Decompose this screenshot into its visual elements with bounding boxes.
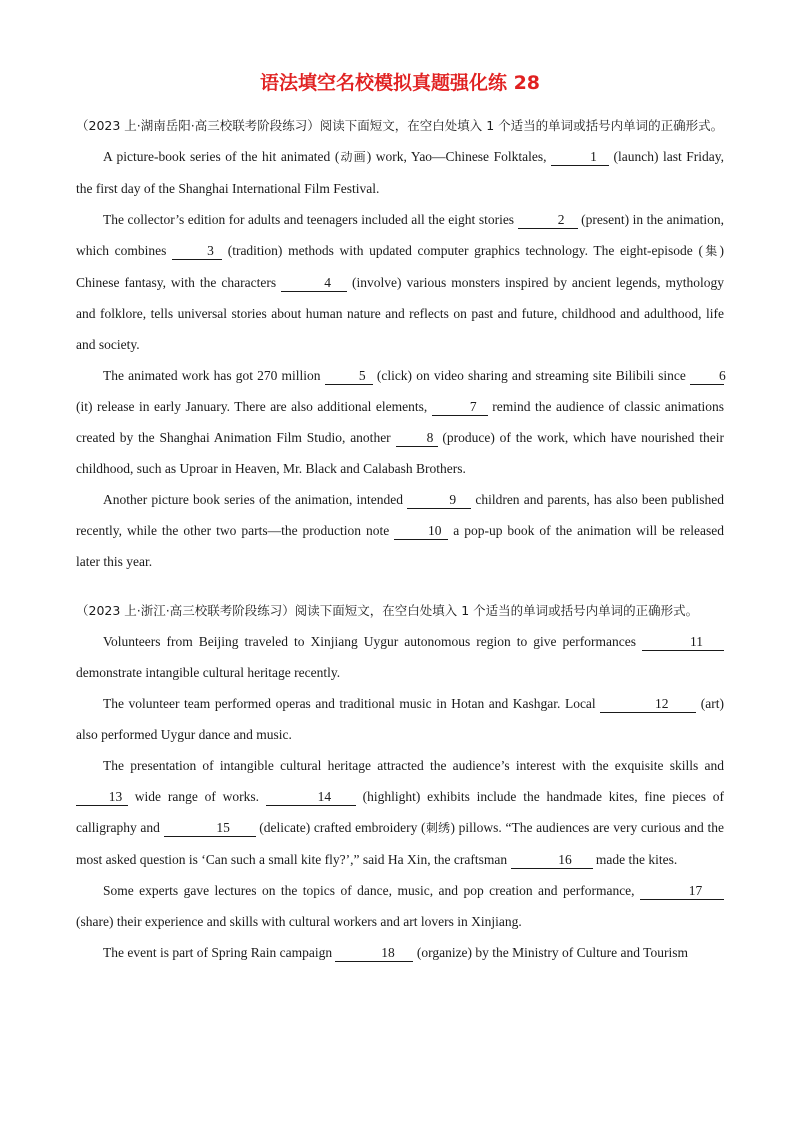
text: ) work, Yao—Chinese Folktales,: [366, 149, 551, 164]
text: (launch) last Friday, the first day of the Shanghai International Film Festival.: [76, 149, 724, 196]
section-gap: [76, 577, 724, 595]
text: a pop-up book of the animation will be released later this year.: [76, 523, 724, 569]
s2-paragraph-2: [76, 688, 724, 750]
text: (delicate) crafted embroidery (: [255, 820, 426, 835]
text: (tradition) methods with updated computer graphics technology. The eight-episode (: [222, 243, 703, 258]
text: made the kites.: [592, 852, 678, 867]
blank-14[interactable]: 14: [266, 788, 356, 806]
blank-17[interactable]: 17: [640, 882, 724, 900]
text: (produce) of the work, which have nourished their childhood, such as Uproar in Heaven, Mr. Black and Calabash Brothers.: [76, 430, 724, 476]
text: The presentation of intangible cultural heritage attracted the audience’s interest with the exquisite skills and: [103, 758, 724, 773]
s2-paragraph-1: [76, 626, 724, 688]
text: (present) in the animation, which combines: [76, 212, 724, 258]
blank-2[interactable]: 2: [518, 211, 578, 229]
blank-7[interactable]: 7: [432, 398, 488, 416]
text: wide range of works.: [128, 789, 266, 804]
text: remind the audience of classic animations created by the Shanghai Animation Film Studio, another: [76, 399, 725, 445]
blank-3[interactable]: 3: [172, 242, 222, 260]
cjk-gloss: 刺绣: [425, 821, 451, 835]
blank-9[interactable]: 9: [407, 491, 471, 509]
blank-13[interactable]: 13: [76, 788, 128, 806]
blank-16[interactable]: 16: [511, 851, 593, 869]
s2-paragraph-3: [76, 750, 724, 875]
text: (highlight) exhibits include the handmade kites, fine pieces of calligraphy and: [76, 789, 724, 835]
s1-paragraph-4: [76, 484, 724, 577]
text: (it) release in early January. There are also additional elements,: [76, 399, 432, 414]
blank-5[interactable]: 5: [325, 367, 373, 385]
blank-11[interactable]: 11: [642, 633, 724, 651]
blank-1[interactable]: 1: [551, 148, 609, 166]
text: (organize) by the Ministry of Culture and Tourism: [413, 945, 688, 960]
text: demonstrate intangible cultural heritage recently.: [76, 665, 341, 680]
text: (involve) various monsters inspired by ancient legends, mythology and folklore, tells universal stories about human nature and reflects on past and future, childhood and adulthood, life and society.: [76, 275, 724, 352]
text: The volunteer team performed operas and traditional music in Hotan and Kashgar. Local: [103, 696, 601, 711]
text: (share) their experience and skills with cultural workers and art lovers in Xinjiang.: [76, 914, 522, 929]
s1-paragraph-2: [76, 204, 724, 360]
text: Volunteers from Beijing traveled to Xinjiang Uygur autonomous region to give performances: [103, 634, 642, 649]
document-body: [76, 110, 724, 968]
section1-source: （2023 上·湖南岳阳·高三校联考阶段练习）阅读下面短文，在空白处填入 1 个适当的单词或括号内单词的正确形式。: [76, 118, 724, 133]
s1-paragraph-1: [76, 141, 724, 204]
blank-4[interactable]: 4: [281, 274, 347, 292]
text: ) Chinese fantasy, with the characters: [76, 243, 724, 290]
text: The collector’s edition for adults and teenagers included all the eight stories: [103, 212, 518, 227]
blank-18[interactable]: 18: [335, 944, 413, 962]
blank-12[interactable]: 12: [600, 695, 696, 713]
cjk-gloss: 动画: [339, 150, 367, 164]
s2-paragraph-4: [76, 875, 724, 937]
blank-15[interactable]: 15: [164, 819, 256, 837]
text: The animated work has got 270 million: [103, 368, 325, 383]
text: children and parents, has also been published recently, while the other two parts—the production note: [76, 492, 724, 538]
blank-8[interactable]: 8: [396, 429, 438, 447]
text: ) pillows. “The audiences are very curious and the most asked question is ‘Can such a small kite fly?’,” said Ha Xin, the craftsman: [76, 820, 724, 867]
text: The event is part of Spring Rain campaign: [103, 945, 336, 960]
s2-paragraph-5: [76, 937, 724, 968]
section2-source: （2023 上·浙江·高三校联考阶段练习）阅读下面短文，在空白处填入 1 个适当的单词或括号内单词的正确形式。: [76, 603, 699, 618]
s1-paragraph-3: [76, 360, 724, 484]
text: A picture-book series of the hit animated (: [103, 149, 340, 164]
cjk-gloss: 集: [702, 244, 720, 258]
page-title: 语法填空名校模拟真题强化练 28: [259, 72, 541, 94]
blank-6[interactable]: 6: [690, 367, 724, 385]
text: Some experts gave lectures on the topics of dance, music, and pop creation and performance,: [103, 883, 640, 898]
blank-10[interactable]: 10: [394, 522, 448, 540]
text: Another picture book series of the animation, intended: [103, 492, 408, 507]
text: (click) on video sharing and streaming site Bilibili since: [372, 368, 690, 383]
text: (art) also performed Uygur dance and music.: [76, 696, 724, 742]
